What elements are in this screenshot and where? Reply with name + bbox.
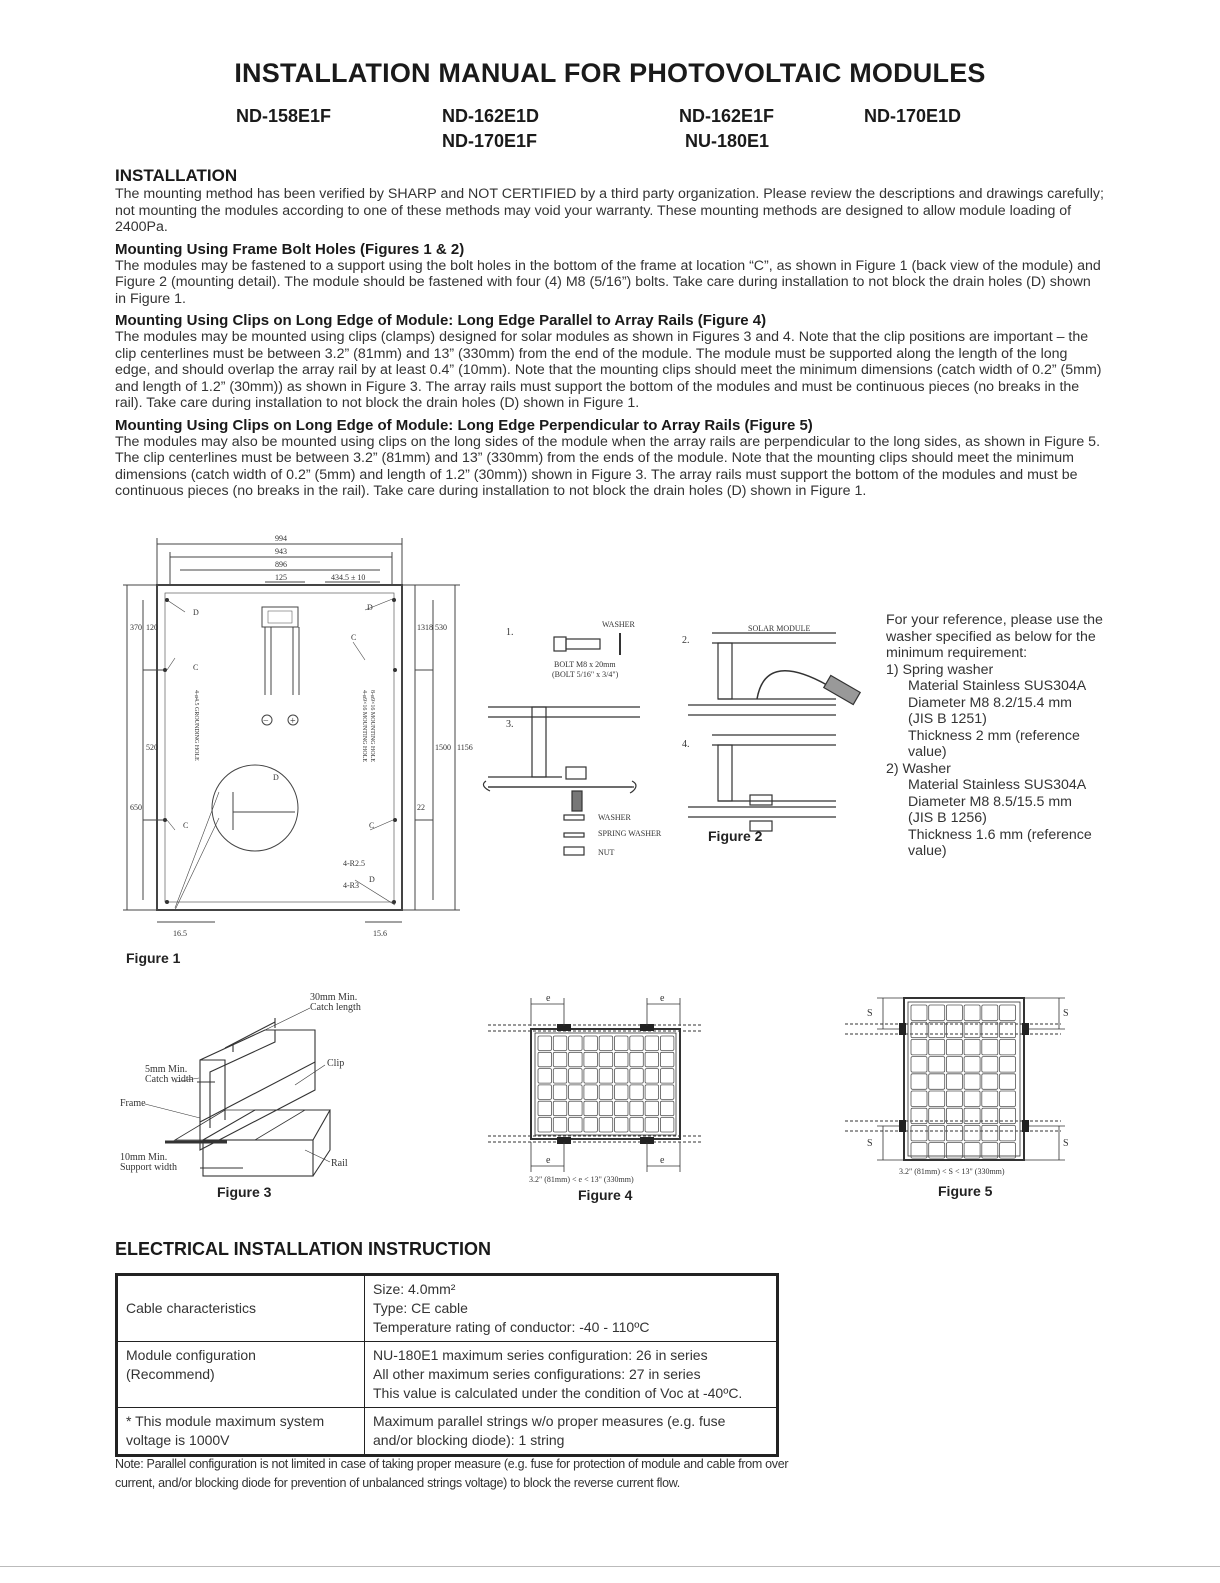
- table-row: [117, 1408, 778, 1456]
- solar-cell: [538, 1036, 552, 1051]
- dim-label: 434.5 ± 10: [331, 573, 366, 582]
- hole-label: D: [369, 875, 375, 884]
- solar-cell: [615, 1085, 629, 1100]
- solar-cell: [982, 1074, 998, 1090]
- solar-cell: [929, 1005, 945, 1021]
- solar-cell: [911, 1039, 927, 1055]
- catch-width-label: 5mm Min.: [145, 1064, 188, 1075]
- reference-line: (JIS B 1251): [908, 711, 987, 727]
- table-cell-label: [117, 1408, 365, 1456]
- reference-line: (JIS B 1256): [908, 810, 987, 826]
- solar-cell: [645, 1085, 659, 1100]
- solar-cell: [946, 1091, 962, 1107]
- catch-length-label: 30mm Min.: [310, 992, 358, 1003]
- solar-cell: [645, 1101, 659, 1116]
- table-cell-label: [117, 1275, 365, 1342]
- electrical-heading: ELECTRICAL INSTALLATION INSTRUCTION: [115, 1239, 491, 1259]
- dim-label: 994: [275, 534, 287, 543]
- installation-intro: The mounting method has been verified by SHARP and NOT CERTIFIED by a third party organization. Please review the descriptions and drawings carefully; not mounting the modules according to one of these methods may void your warranty. These mounting methods are designed to allow module loading of 2400Pa.: [115, 186, 1104, 235]
- figure2-drawing: [482, 615, 877, 865]
- solar-cell: [599, 1069, 613, 1084]
- solar-module-label: SOLAR MODULE: [748, 624, 811, 633]
- solar-cell: [538, 1101, 552, 1116]
- solar-cell: [553, 1036, 567, 1051]
- solar-cell: [982, 1125, 998, 1141]
- solar-cell: [911, 1091, 927, 1107]
- page-title: INSTALLATION MANUAL FOR PHOTOVOLTAIC MODULES: [234, 58, 986, 88]
- dim-label: 1500: [435, 743, 451, 752]
- model-code: ND-162E1D: [442, 106, 540, 126]
- solar-cell: [982, 1039, 998, 1055]
- solar-cell: [569, 1118, 583, 1133]
- step-number: 3.: [506, 719, 514, 730]
- subsection-body: The modules may be fastened to a support using the bolt holes in the bottom of the frame at location “C”, as shown in Figure 1 (back view of the module) and Figure 2 (mounting detail). The module should be fastened with four (4) M8 (5/16”) bolts. Take care during installation to not block the drain holes (D) shown in Figure 1.: [115, 257, 1101, 307]
- subsection-body: The modules may be mounted using clips (clamps) designed for solar modules as shown in Figures 3 and 4. Note that the clip positions are important – the clip centerlines must be between 3.2” (81mm) and 13” (330mm) from the end of the module. The module must be supported along the length of the long edge, and should overlap the array rail by at least 0.4” (10mm). Note that the mounting clips should meet the minimum dimensions (catch width of 0.2” (5mm) and length of 1.2” (30mm)) as shown in Figure 3. The array rails must support the bottom of the modules and must be continuous pieces (no breaks in the rail). Take care during installation to not block the drain holes (D) shown in Figure 1.: [115, 329, 1102, 411]
- dim-label: 15.6: [373, 929, 387, 938]
- solar-cell: [946, 1022, 962, 1037]
- reference-item-title: 2) Washer: [886, 760, 951, 777]
- dim-label: 22: [417, 803, 425, 812]
- solar-cell: [660, 1069, 674, 1084]
- clip-label: Clip: [327, 1058, 345, 1069]
- cell-line: and/or blocking diode): 1 string: [373, 1432, 565, 1448]
- page-bottom-rule: [0, 1566, 1220, 1567]
- figure5-drawing: [843, 990, 1093, 1180]
- solar-cell: [615, 1052, 629, 1067]
- installation-section: [115, 166, 1105, 500]
- table-cell-value: [365, 1275, 778, 1342]
- solar-cell: [615, 1069, 629, 1084]
- dim-label: 650: [130, 803, 142, 812]
- legend-washer: WASHER: [598, 813, 631, 822]
- solar-cell: [660, 1036, 674, 1051]
- solar-cell: [660, 1052, 674, 1067]
- solar-cell: [538, 1118, 552, 1133]
- washer-reference: [886, 612, 1106, 860]
- cell-line: NU-180E1 maximum series configuration: 26 in series: [373, 1347, 708, 1363]
- figure1-drawing: [115, 530, 475, 950]
- solar-cell: [553, 1069, 567, 1084]
- dim-label: 120: [146, 623, 158, 632]
- step-number: 1.: [506, 627, 514, 638]
- bolt-label: BOLT M8 x 20mm: [554, 660, 616, 669]
- figure5-label: Figure 5: [938, 1183, 993, 1199]
- solar-cell: [982, 1005, 998, 1021]
- model-code: NU-180E1: [685, 131, 770, 151]
- solar-cell: [911, 1057, 927, 1073]
- solar-cell: [946, 1005, 962, 1021]
- dim-label: 125: [275, 573, 287, 582]
- figure3-drawing: [115, 990, 375, 1185]
- hole-label: D: [367, 603, 373, 612]
- side-note: 4-ø4.5 GROUNDING HOLE: [193, 690, 199, 761]
- dim-label: 530: [435, 623, 447, 632]
- solar-cell: [911, 1074, 927, 1090]
- reference-line: Diameter M8 8.5/15.5 mm: [908, 793, 1073, 810]
- solar-cell: [569, 1036, 583, 1051]
- subsection-heading: Mounting Using Clips on Long Edge of Module: Long Edge Parallel to Array Rails (Figure 4): [115, 312, 767, 329]
- solar-cell: [645, 1036, 659, 1051]
- solar-cell: [645, 1069, 659, 1084]
- solar-cell: [929, 1022, 945, 1037]
- model-code: ND-170E1F: [442, 131, 538, 151]
- cell-line: Temperature rating of conductor: -40 - 110ºC: [373, 1319, 650, 1335]
- solar-cell: [553, 1052, 567, 1067]
- solar-cell: [929, 1057, 945, 1073]
- solar-cell: [1000, 1022, 1016, 1037]
- figure1-label: Figure 1: [126, 950, 181, 966]
- solar-cell: [584, 1101, 598, 1116]
- catch-length-label: Catch length: [310, 1002, 361, 1013]
- solar-cell: [645, 1118, 659, 1133]
- solar-cell: [911, 1125, 927, 1141]
- dim-label: 16.5: [173, 929, 187, 938]
- hole-label: C: [351, 633, 357, 642]
- solar-cell: [964, 1074, 980, 1090]
- solar-cell: [964, 1039, 980, 1055]
- washer-label: WASHER: [602, 620, 635, 629]
- cell-line: This value is calculated under the condition of Voc at -40ºC.: [373, 1385, 743, 1401]
- solar-cell: [615, 1036, 629, 1051]
- support-width-label: Support width: [120, 1162, 177, 1173]
- solar-cell: [584, 1069, 598, 1084]
- solar-cell: [538, 1069, 552, 1084]
- table-cell-value: [365, 1408, 778, 1456]
- clip-distance-marker: e: [660, 993, 665, 1004]
- dim-label: 896: [275, 560, 287, 569]
- solar-cell: [599, 1085, 613, 1100]
- solar-cell: [982, 1057, 998, 1073]
- cell-line: All other maximum series configurations: 27 in series: [373, 1366, 701, 1382]
- solar-cell: [584, 1052, 598, 1067]
- reference-line: Thickness 1.6 mm (reference value): [908, 826, 1092, 859]
- model-code: ND-158E1F: [236, 106, 332, 126]
- solar-cell: [929, 1091, 945, 1107]
- solar-cell: [630, 1052, 644, 1067]
- solar-cell: [982, 1022, 998, 1037]
- catch-width-label: Catch width: [145, 1074, 194, 1085]
- solar-cell: [660, 1101, 674, 1116]
- solar-cell: [630, 1118, 644, 1133]
- solar-cell: [1000, 1039, 1016, 1055]
- solar-cell: [569, 1069, 583, 1084]
- solar-cell: [964, 1125, 980, 1141]
- solar-cell: [1000, 1074, 1016, 1090]
- solar-cell: [660, 1085, 674, 1100]
- solar-cell: [1000, 1125, 1016, 1141]
- corner-radius-label: 4-R2.5: [343, 859, 365, 868]
- solar-cell: [911, 1108, 927, 1124]
- cell-line: Size: 4.0mm²: [373, 1281, 456, 1297]
- reference-item-title: 1) Spring washer: [886, 661, 994, 678]
- subsection-heading: Mounting Using Frame Bolt Holes (Figures 1 & 2): [115, 240, 465, 258]
- solar-cell: [538, 1085, 552, 1100]
- figure4-caption: 3.2" (81mm) < e < 13" (330mm): [529, 1175, 634, 1184]
- figure4-drawing: [485, 990, 715, 1185]
- solar-cell: [538, 1052, 552, 1067]
- solar-cell: [569, 1052, 583, 1067]
- cell-line: Maximum parallel strings w/o proper measures (e.g. fuse: [373, 1413, 726, 1429]
- reference-line: Diameter M8 8.2/15.4 mm: [908, 694, 1073, 711]
- dim-label: 943: [275, 547, 287, 556]
- solar-cell: [615, 1101, 629, 1116]
- solar-cell: [1000, 1005, 1016, 1021]
- reference-intro: For your reference, please use the washer specified as below for the minimum requirement:: [886, 612, 1103, 661]
- solar-cell: [946, 1057, 962, 1073]
- solar-cell: [946, 1074, 962, 1090]
- clip-distance-marker: e: [546, 993, 551, 1004]
- cell-line: Type: CE cable: [373, 1300, 468, 1316]
- solar-cell: [964, 1005, 980, 1021]
- solar-cell: [630, 1101, 644, 1116]
- solar-cell: [645, 1052, 659, 1067]
- reference-line: Material Stainless SUS304A: [908, 678, 1087, 694]
- figure5-caption: 3.2" (81mm) < S < 13" (330mm): [899, 1167, 1005, 1176]
- reference-line: Material Stainless SUS304A: [908, 777, 1087, 793]
- clip-distance-marker: S: [1063, 1138, 1069, 1149]
- subsection-heading: Mounting Using Clips on Long Edge of Module: Long Edge Perpendicular to Array Rails (Figure 5): [115, 416, 813, 434]
- reference-line: Thickness 2 mm (reference value): [908, 727, 1080, 760]
- solar-cell: [964, 1057, 980, 1073]
- dim-label: 370: [130, 623, 142, 632]
- solar-cell: [929, 1039, 945, 1055]
- dim-label: 1318: [417, 623, 433, 632]
- solar-cell: [599, 1036, 613, 1051]
- legend-nut: NUT: [598, 848, 615, 857]
- step-number: 2.: [682, 635, 690, 646]
- solar-cell: [599, 1101, 613, 1116]
- cell-line: (Recommend): [126, 1366, 215, 1382]
- solar-cell: [569, 1101, 583, 1116]
- corner-radius-label: 4-R3: [343, 881, 359, 890]
- solar-cell: [630, 1036, 644, 1051]
- section-heading: INSTALLATION: [115, 166, 238, 185]
- clip-distance-marker: e: [660, 1155, 665, 1166]
- clip-distance-marker: S: [1063, 1008, 1069, 1019]
- solar-cell: [946, 1125, 962, 1141]
- solar-cell: [946, 1039, 962, 1055]
- figure3-label: Figure 3: [217, 1184, 272, 1200]
- hole-label: C: [369, 821, 375, 830]
- rail-label: Rail: [331, 1158, 348, 1169]
- table-cell-value: [365, 1342, 778, 1408]
- clip-distance-marker: e: [546, 1155, 551, 1166]
- legend-spring-washer: SPRING WASHER: [598, 829, 662, 838]
- polarity-positive: +: [290, 716, 296, 727]
- dim-label: 520: [146, 743, 158, 752]
- solar-cell: [553, 1085, 567, 1100]
- solar-cell: [599, 1118, 613, 1133]
- hole-label: D: [273, 773, 279, 782]
- table-row: [117, 1342, 778, 1408]
- cell-line: Cable characteristics: [126, 1300, 256, 1316]
- solar-cell: [569, 1085, 583, 1100]
- solar-cell: [584, 1036, 598, 1051]
- table-cell-label: [117, 1342, 365, 1408]
- model-code: ND-162E1F: [679, 106, 775, 126]
- figure2-label: Figure 2: [708, 828, 763, 844]
- electrical-note: Note: Parallel configuration is not limited in case of taking proper measure (e.g. fuse for protection of module and cable from over current, and/or blocking diode for prevention of unbalanced strings voltage) to block the reverse current flow.: [115, 1457, 789, 1490]
- table-row: [117, 1275, 778, 1342]
- frame-label: Frame: [120, 1098, 146, 1109]
- solar-cell: [599, 1052, 613, 1067]
- hole-label: C: [183, 821, 189, 830]
- solar-cell: [615, 1118, 629, 1133]
- solar-cell: [929, 1074, 945, 1090]
- solar-cell: [630, 1069, 644, 1084]
- support-width-label: 10mm Min.: [120, 1152, 168, 1163]
- solar-cell: [982, 1091, 998, 1107]
- side-note: 4-ø9×16 MOUNTING HOLE: [361, 690, 367, 763]
- figure4-label: Figure 4: [578, 1187, 633, 1203]
- clip-distance-marker: S: [867, 1008, 873, 1019]
- solar-cell: [630, 1085, 644, 1100]
- solar-cell: [964, 1091, 980, 1107]
- cell-line: * This module maximum system: [126, 1413, 325, 1429]
- cell-line: voltage is 1000V: [126, 1432, 230, 1448]
- electrical-table: [115, 1273, 779, 1457]
- solar-cell: [1000, 1057, 1016, 1073]
- subsection-body: The modules may also be mounted using clips on the long sides of the module when the array rails are perpendicular to the long sides, as shown in Figure 5. The clip centerlines must be between 3.2” (81mm) and 13” (330mm) from the ends of the module. Note that the mounting clips should meet the minimum dimensions (catch width of 0.2” (5mm) and length of 1.2” (30mm)) shown in Figure 3. The array rails must support the bottom of the modules and must be continuous pieces (no breaks in the rail). Take care during installation to not block the drain holes (D) shown in Figure 1.: [115, 433, 1101, 499]
- solar-cell: [911, 1005, 927, 1021]
- solar-cell: [964, 1022, 980, 1037]
- polarity-negative: −: [263, 716, 269, 727]
- solar-cell: [553, 1118, 567, 1133]
- bolt-label: (BOLT 5/16" x 3/4"): [552, 670, 619, 679]
- side-note: 8-ø9×16 MOUNTING HOLE: [369, 690, 375, 763]
- step-number: 4.: [682, 739, 690, 750]
- cell-line: Module configuration: [126, 1347, 256, 1363]
- solar-cell: [660, 1118, 674, 1133]
- hole-label: C: [193, 663, 199, 672]
- solar-cell: [1000, 1091, 1016, 1107]
- dim-label: 1156: [457, 743, 473, 752]
- clip-distance-marker: S: [867, 1138, 873, 1149]
- hole-label: D: [193, 608, 199, 617]
- solar-cell: [584, 1118, 598, 1133]
- solar-cell: [553, 1101, 567, 1116]
- solar-cell: [929, 1125, 945, 1141]
- solar-cell: [584, 1085, 598, 1100]
- solar-cell: [911, 1022, 927, 1037]
- model-code: ND-170E1D: [864, 106, 962, 126]
